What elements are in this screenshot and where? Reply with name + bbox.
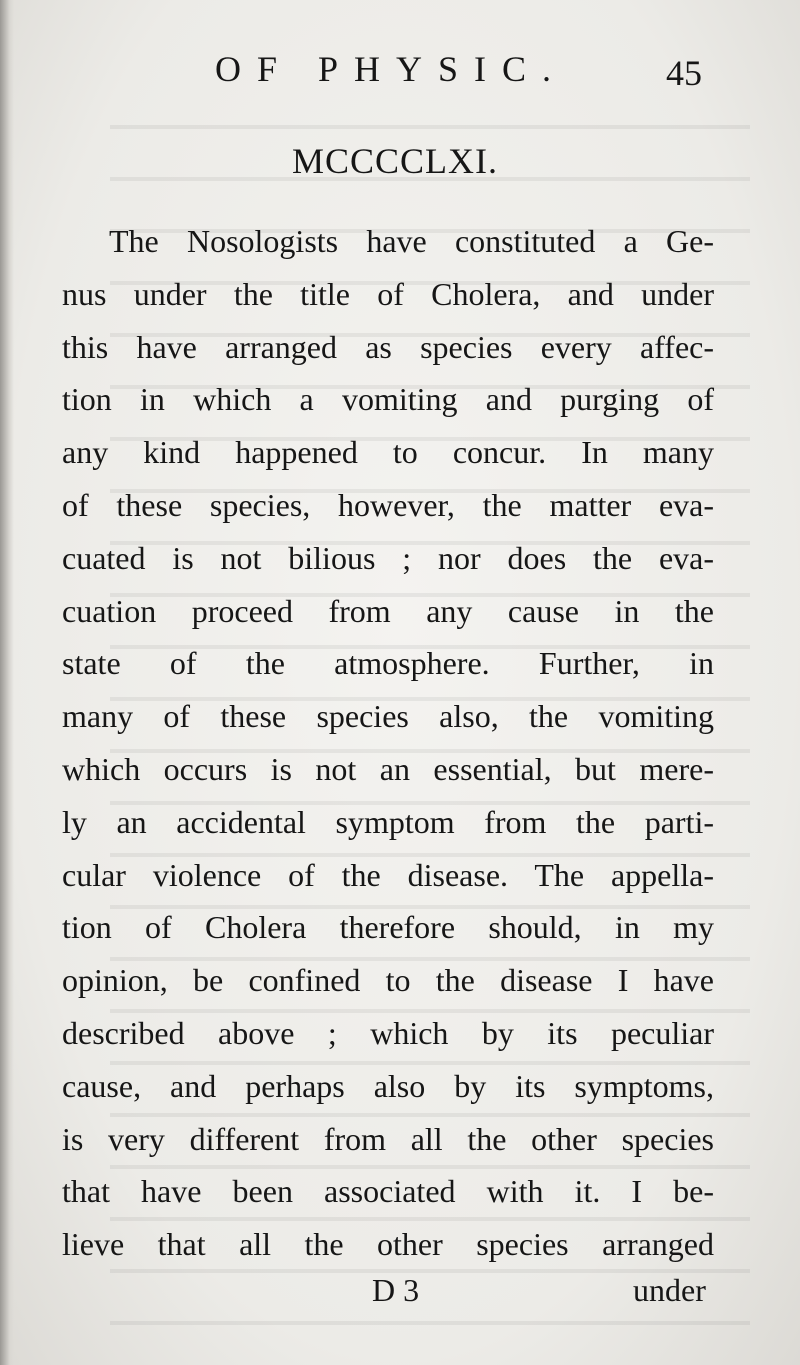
text-line: described above ; which by its peculiar: [62, 1014, 714, 1051]
text-line: The Nosologists have constituted a Ge-: [109, 223, 714, 259]
text-line: any kind happened to concur. In many: [62, 434, 714, 471]
catchword: under: [633, 1272, 706, 1308]
text-line: this have arranged as species every affec-: [62, 328, 714, 365]
page-footer: [0, 1272, 800, 1316]
text-line: cuation proceed from any cause in the: [62, 592, 714, 629]
text-line: cuated is not bilious ; nor does the eva-: [62, 539, 714, 576]
body-paragraph: [62, 215, 714, 1271]
signature-mark: D 3: [372, 1272, 420, 1308]
text-line: tion in which a vomiting and purging of: [62, 381, 714, 418]
text-line: of these species, however, the matter eva-: [62, 486, 714, 523]
text-line: nus under the title of Cholera, and under: [62, 275, 714, 312]
section-heading: MCCCCLXI.: [291, 141, 499, 181]
text-line: state of the atmosphere. Further, in: [62, 645, 714, 682]
text-line: ly an accidental symptom from the parti-: [62, 803, 714, 840]
text-line: cular violence of the disease. The appella-: [62, 856, 714, 893]
page-gutter-shadow: [0, 0, 14, 1365]
running-head: [0, 48, 800, 98]
text-line: is very different from all the other species: [62, 1120, 714, 1157]
running-title: OF PHYSIC.: [215, 49, 568, 89]
text-line: opinion, be confined to the disease I have: [62, 962, 714, 999]
text-line: cause, and perhaps also by its symptoms,: [62, 1067, 714, 1104]
text-line: that have been associated with it. I be-: [62, 1173, 714, 1210]
page-number: 45: [666, 53, 702, 93]
text-line: which occurs is not an essential, but mere-: [62, 750, 714, 787]
text-line: lieve that all the other species arranged: [62, 1226, 714, 1263]
text-line: many of these species also, the vomiting: [62, 698, 714, 735]
text-line: tion of Cholera therefore should, in my: [62, 909, 714, 946]
